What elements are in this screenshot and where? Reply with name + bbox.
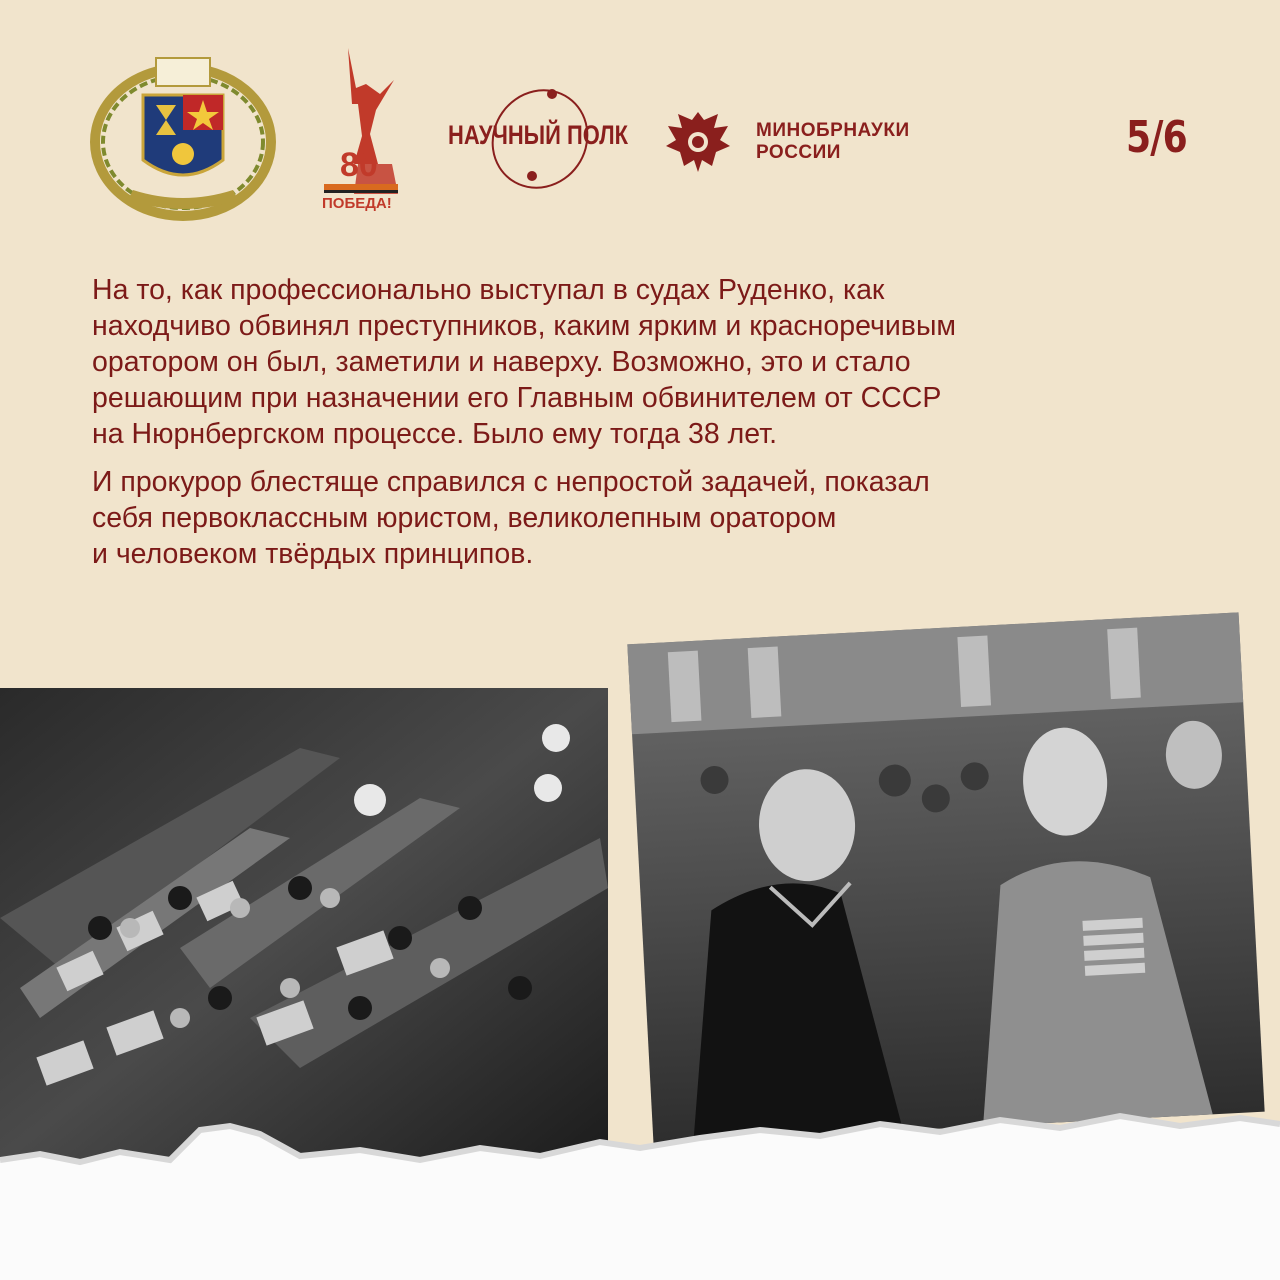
ministry-line-2: РОССИИ	[756, 142, 841, 163]
victory-number: 80	[340, 146, 378, 184]
officers-photo	[627, 612, 1264, 1143]
ministry-name	[756, 120, 910, 164]
header	[0, 0, 1280, 240]
paragraph-1: На то, как профессионально выступал в судах Руденко, как находчиво обвинял преступников, каким ярким и красноречивым оратором он был, заметили и наверху. Возможно, это и стало решающим при назначении его Главным обвинителем от СССР на Нюрнбергском процессе. Было ему тогда 38 лет.	[92, 274, 957, 450]
ministry-line-1: МИНОБРНАУКИ	[756, 120, 910, 141]
paragraph-2: И прокурор блестяще справился с непростой задачей, показал себя первоклассным юристом, великолепным оратором и человеком твёрдых принципов.	[92, 466, 930, 570]
polk-text: НАУЧНЫЙ ПОЛК	[448, 120, 670, 150]
nauchny-polk-logo	[448, 84, 670, 194]
torn-paper-edge	[0, 1090, 1280, 1280]
victory-word: ПОБЕДА!	[322, 195, 392, 212]
victory-80-logo	[318, 44, 408, 210]
double-headed-eagle-icon	[662, 106, 734, 178]
article-text	[92, 272, 1212, 572]
university-crest-logo	[88, 50, 278, 222]
page-counter: 5/6	[1126, 112, 1187, 163]
